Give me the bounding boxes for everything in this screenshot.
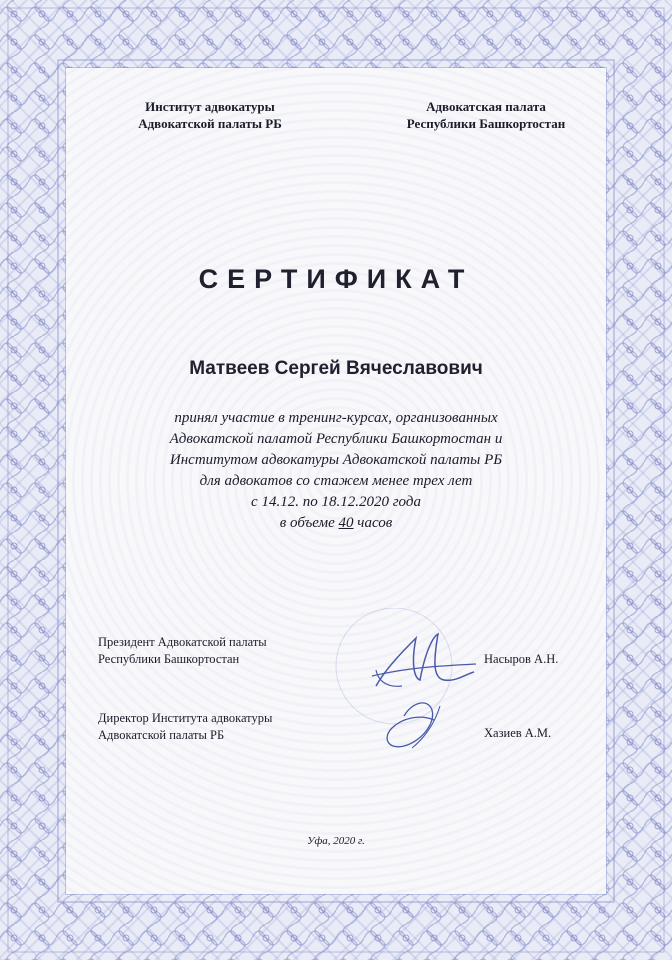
statement-volume bbox=[106, 513, 566, 534]
recipient-name: Матвеев Сергей Вячеславович bbox=[189, 358, 483, 379]
issuer-bar-chamber-line-1: Адвокатская палата bbox=[426, 99, 546, 114]
volume-hours: 40 bbox=[338, 515, 354, 531]
signatory-name-director: Хазиев А.М. bbox=[484, 726, 552, 740]
handwritten-signatures bbox=[316, 608, 486, 768]
issuer-bar-chamber bbox=[376, 98, 596, 132]
issuer-institute bbox=[110, 98, 310, 132]
president-role-line-2: Республики Башкортостан bbox=[98, 652, 240, 666]
issuer-institute-line-2: Адвокатской палаты РБ bbox=[138, 116, 282, 131]
place-and-date: Уфа, 2020 г. bbox=[307, 835, 365, 847]
certificate-title: СЕРТИФИКАТ bbox=[198, 264, 474, 294]
president-role-line-1: Президент Адвокатской палаты bbox=[98, 635, 267, 649]
statement-line-1: принял участие в тренинг-курсах, организованных bbox=[174, 410, 498, 426]
statement-line-3: Институтом адвокатуры Адвокатской палаты РБ bbox=[169, 452, 503, 468]
volume-suffix: часов bbox=[353, 515, 393, 531]
signatory-name-president: Насыров А.Н. bbox=[484, 652, 559, 666]
statement-line-2: Адвокатской палатой Республики Башкортостан и bbox=[169, 431, 503, 447]
statement-line-5: с 14.12. по 18.12.2020 года bbox=[251, 494, 421, 510]
issuer-bar-chamber-line-2: Республики Башкортостан bbox=[406, 116, 566, 131]
director-role-line-1: Директор Института адвокатуры bbox=[98, 711, 273, 725]
certificate-body bbox=[66, 68, 606, 894]
issuer-institute-line-1: Институт адвокатуры bbox=[145, 99, 275, 114]
volume-prefix: в объеме bbox=[279, 515, 339, 531]
signatory-role-director bbox=[98, 710, 272, 744]
director-role-line-2: Адвокатской палаты РБ bbox=[98, 728, 225, 742]
certificate-statement bbox=[106, 408, 566, 534]
signatory-role-president bbox=[98, 634, 267, 668]
statement-line-4: для адвокатов со стажем менее трех лет bbox=[199, 473, 473, 489]
